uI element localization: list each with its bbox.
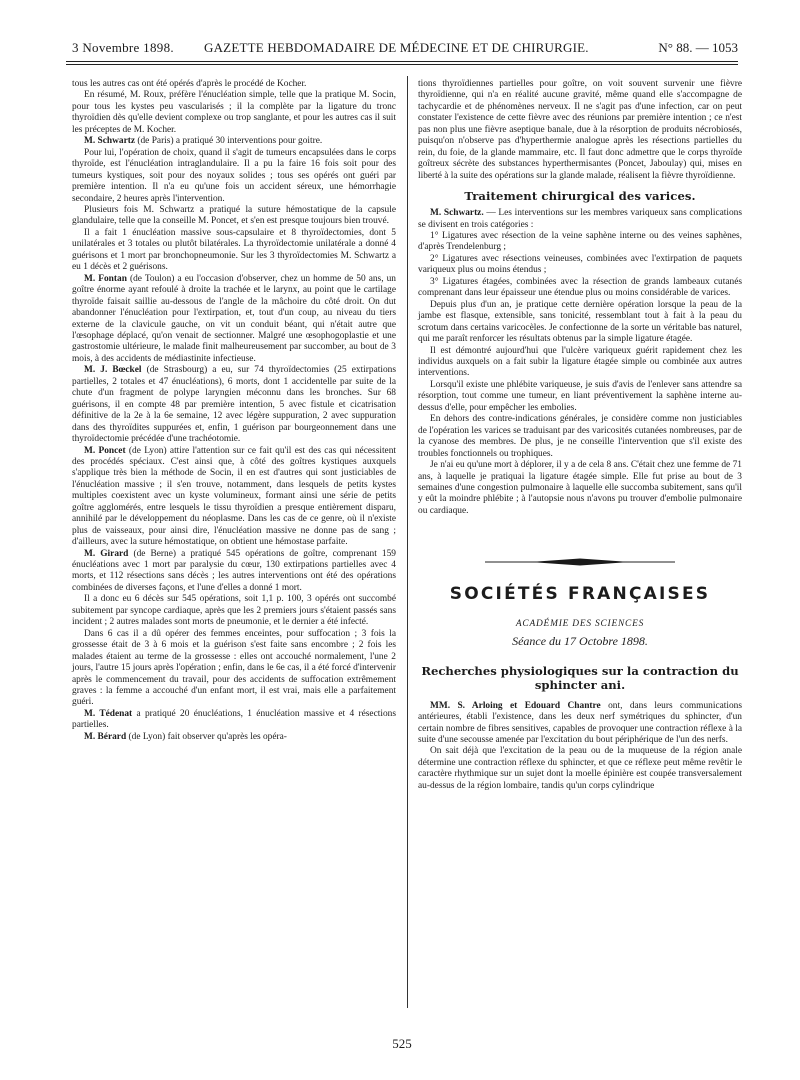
paragraph: Pour lui, l'opération de choix, quand il s'agit de tumeurs encapsulées dans le corps thyroïde, est l'énucléation intraglandulaire. Il a pu la faire 16 fois soit pour des tumeurs kystiques, soit pour des noyaux solides ; tous ses opérés ont guéri par première intention. Il n'a eu qu'une fois un accident séreux, une hémorrhagie secondaire, 2 heures après l'intervention.: [72, 147, 396, 204]
paragraph: [72, 709, 396, 732]
paragraph: [418, 208, 742, 231]
page-number: 525: [392, 1036, 412, 1051]
issue-number: N° 88. — 1053: [658, 40, 738, 55]
paragraph-text: — Les interventions sur les membres variqueux sans complications se divisent en trois catégories :: [418, 208, 742, 230]
paragraph-text: ont, dans leurs communications antérieures, établi l'existence, dans les deux nerf symétriques du sphincter, d'un certain nombre de fibres sensitives, capables de provoquer une contraction réflexe à la suite d'une secousse amenée par l'excitation du bout périphérique de l'un des nerfs.: [418, 700, 743, 746]
left-column: [72, 79, 396, 743]
section-ornament: [418, 557, 742, 567]
paragraph: [418, 701, 742, 747]
ornament-rule-icon: [485, 557, 675, 567]
paragraph: [72, 446, 396, 549]
paragraph: En résumé, M. Roux, préfère l'énucléation simple, telle que la pratique M. Socin, pour tous les kystes peu vascularisés ; il la complète par la ligature du tronc thyroïdien dès qu'elle devient complexe ou trop sanglante, et pour les autres cas il suit les préceptes de M. Kocher.: [72, 90, 396, 135]
paragraph: 3° Ligatures étagées, combinées avec la résection de grands lambeaux cutanés comprenant dans leur épaisseur une étendue plus ou moins considérable de varices.: [418, 276, 742, 299]
paragraph-text: a pratiqué 20 énucléations, 1 énucléation massive et 4 résections partielles.: [72, 708, 396, 731]
paragraph: [72, 136, 396, 147]
paragraph: Je n'ai eu qu'une mort à déplorer, il y a de cela 8 ans. C'était chez une femme de 71 ans, à laquelle je pratiquai la ligature étagée simple. Elle fut prise au bout de 3 semaines d'une congestion pulmonaire à laquelle elle succomba subitement, sans qu'il y eût la moindre phlébite ; à l'autopsie nous n'avons pu trouver d'embolie pulmonaire ou cardiaque.: [418, 460, 742, 516]
paragraph: On sait déjà que l'excitation de la peau ou de la muqueuse de la région anale détermine une contraction réflexe du sphincter, et que ce réflexe peut même revêtir le caractère rhythmique sur un sujet dont la moelle épinière est coupée transversalement au-dessus de la région lombaire, tandis qu'un corps cylindrique: [418, 746, 742, 791]
paragraph: Plusieurs fois M. Schwartz a pratiqué la suture hémostatique de la capsule glandulaire, telle que la conseille M. Poncet, et s'en est presque toujours bien trouvé.: [72, 204, 396, 227]
paragraph: [72, 365, 396, 445]
paragraph: En dehors des contre-indications générales, je considère comme non justiciables de l'opération les varices se traduisant par des varicosités cutanées nombreuses, par de la cyanose des membres. De plus, je ne conseille l'intervention que s'il existe des troubles fonctionnels ou trophiques.: [418, 414, 742, 459]
speaker-name: M. Bérard: [84, 731, 127, 742]
paragraph: [72, 549, 396, 595]
paragraph: Il a donc eu 6 décès sur 545 opérations, soit 1,1 p. 100, 3 opérés ont succombé subitement par syncope cardiaque, après que les 2 premiers jours s'étaient passés sans incident ; 2 autres malades sont morts de pneumonie, et le dernier a été infecté.: [72, 594, 396, 628]
paragraph-text: (de Lyon) attire l'attention sur ce fait qu'il est des cas qui nécessitent des procédés spéciaux. C'est ainsi que, à côté des goîtres kystiques auxquels s'applique très bien la méthode de Socin, il en est d'autres qui sont justiciables de l'énucléation massive ; il s'en trouve, notamment, dans lesquels de petits kystes multiples coexistent avec un kyste volumineux, formant ainsi une série de petits goître agglomérés, entre lesquels le tissu thyroïdien a presque entièrement disparu, annihilé par le développement du néoplasme. Dans les cas de ce genre, où il n'existe plus de vaisseaux, pour ainsi dire, l'énucléation massive ne donne pas de sang ; d'ailleurs, avec la suture hémostatique, on obtient une hémostase parfaite.: [72, 445, 396, 548]
paragraph-text: (de Berne) a pratiqué 545 opérations de goître, comprenant 159 énucléations avec 1 mort par paralysie du cœur, 130 extirpations partielles avec 4 morts, et 112 résections sans décès ; les autres interventions ont été des opérations combinées de diverses façons, et l'une d'elles a donné 1 mort.: [72, 548, 396, 593]
section-heading-varices: Traitement chirurgical des varices.: [464, 189, 696, 204]
speaker-name: M. Schwartz.: [430, 208, 484, 219]
paragraph: 2° Ligatures avec résections veineuses, combinées avec l'extirpation de paquets variqueux plus ou moins étendus ;: [418, 253, 742, 276]
speaker-name: M. Tédenat: [84, 708, 133, 719]
paragraph: Lorsqu'il existe une phlébite variqueuse, je suis d'avis de l'enlever sans attendre sa résorption, tout comme une tumeur, en liant préventivement la saphène interne au-dessus d'elle, pour empêcher les embolies.: [418, 379, 742, 413]
section-title-societes: SOCIÉTÉS FRANÇAISES: [449, 584, 711, 605]
paragraph: [72, 274, 396, 366]
academie-label: ACADÉMIE DES SCIENCES: [515, 618, 645, 629]
author-names: MM. S. Arloing et Edouard Chantre: [430, 700, 601, 711]
paragraph: 1° Ligatures avec résection de la veine saphène interne ou des veines saphènes, d'après Trendelenburg ;: [418, 230, 742, 253]
paragraph: Depuis plus d'un an, je pratique cette dernière opération lorsque la peau de la jambe est flasque, extensible, sans tonicité, ressemblant tout à fait à la peau du scrotum dans certains varicocèles. Je confectionne de la sorte un véritable bas naturel, qui me paraît renforcer les résultats obtenus par la simple ligature étagée.: [418, 299, 742, 345]
paragraph-text: (de Lyon) fait observer qu'après les opéra-: [126, 731, 287, 742]
paragraph-text: (de Strasbourg) a eu, sur 74 thyroïdectomies (25 extirpations partielles, 2 totales et 47 énucléations), 6 morts, dont 1 accidentelle par suite de la chute d'un fragment de polype laryngien méconnu dans les bronches. Sur 68 guérisons, il en compte 48 par première intention, 5 avec fistule et cicatrisation définitive de la 2e à la 6e semaine, 12 avec légère suppuration, 2 avec suppuration dans des thyroïdites suppurées et, enfin, 1 guérison par bourgeonnement dans une thyroïdectomie précédée d'une trachéotomie.: [72, 365, 396, 445]
paragraph: Il est démontré aujourd'hui que l'ulcère variqueux guérit rapidement chez les individus auxquels on a fait subir la ligature étagée simple ou combinée aux autres interventions.: [418, 345, 742, 379]
speaker-name: M. J. Bœckel: [84, 365, 142, 376]
newspaper-page: [66, 36, 743, 1066]
speaker-name: M. Poncet: [84, 445, 126, 456]
seance-date: Séance du 17 Octobre 1898.: [512, 634, 648, 649]
speaker-name: M. Fontan: [84, 273, 127, 284]
journal-title: GAZETTE HEBDOMADAIRE DE MÉDECINE ET DE CHIRURGIE.: [204, 40, 589, 55]
paragraph: tions thyroïdiennes partielles pour goître, on voit souvent survenir une fièvre thyroïdienne, qui n'a en réalité aucune gravité, même quand elle s'accompagne de tachycardie et de phénomènes nerveux. Il ne s'agit pas d'une infection, car on peut constater l'existence de cette fièvre avec des réunions par première intention ; ce n'est pas non plus une fièvre aseptique banale, due à la résorption de produits nécrobiosés, puisqu'on n'observe pas d'hyperthermie analogue après les résections partielles du rein, du foie, de la glande mammaire, etc. Il faut donc admettre que le corps thyroïde goîtreux sécrète des substances hyperthermisantes (Poncet, Jaboulay) qui, mises en liberté à la suite des opérations sur la glande malade, réalisent la fièvre thyroïdienne.: [418, 79, 742, 181]
paragraph-text: (de Toulon) a eu l'occasion d'observer, chez un homme de 50 ans, un goître énorme ayant refoulé à droite la trachée et le larynx, au point que le cartilage thyroïde faisait saillie au-dessous de l'angle de la mâchoire du côté droit. On dut abandonner l'énucléation pour l'extirpation, et, tout d'un coup, au niveau du tiers externe de la clavicule gauche, on vit un conduit béant, qui n'était autre que l'œsophage déplacé, qu'on venait de sectionner. Malgré une œsophogoplastie et une gastrostomie ultérieure, le malade finit malheureusement par succomber, au bout de 3 mois, à des accidents de médiastinite infectieuse.: [72, 273, 396, 364]
header-rule-top: [66, 61, 738, 62]
issue-date: 3 Novembre 1898.: [72, 40, 174, 55]
paragraph: [72, 732, 396, 743]
paragraph: tous les autres cas ont été opérés d'après le procédé de Kocher.: [72, 79, 307, 89]
column-divider: [407, 76, 408, 1008]
paragraph-text: (de Paris) a pratiqué 30 interventions pour goitre.: [135, 136, 323, 147]
speaker-name: M. Schwartz: [84, 136, 136, 147]
article-heading-sphincter: Recherches physiologiques sur la contraction du sphincter ani.: [421, 663, 739, 693]
paragraph: Il a fait 1 énucléation massive sous-capsulaire et 8 thyroïdectomies, dont 5 unilatérales et 3 totales ou plutôt bilatérales. La thyroïdectomie unilatérale a donné 4 guérisons et 1 mort par bronchopneumonie. Sur les 3 thyroïdectomies M. Schwartz a eu 1 décès et 2 guérisons.: [72, 227, 396, 273]
right-column: [418, 79, 742, 792]
paragraph: Dans 6 cas il a dû opérer des femmes enceintes, pour suffocation ; 3 fois la grossesse était de 3 à 6 mois et la guérison s'est faite sans encombre ; 2 fois les malades étaient au terme de la grossesse : elles ont accouché normalement, l'une 2 jours, l'autre 15 jours après l'opération ; enfin, dans le 6e cas, il a été forcé d'intervenir après le commencement du travail, pour des accidents de suffocation extrêmement graves : la femme a accouché d'un enfant mort, il est vrai, mais elle a parfaitement guéri.: [72, 628, 396, 708]
running-head: [66, 36, 738, 58]
speaker-name: M. Girard: [84, 548, 129, 559]
header-rule-bottom: [66, 64, 738, 65]
